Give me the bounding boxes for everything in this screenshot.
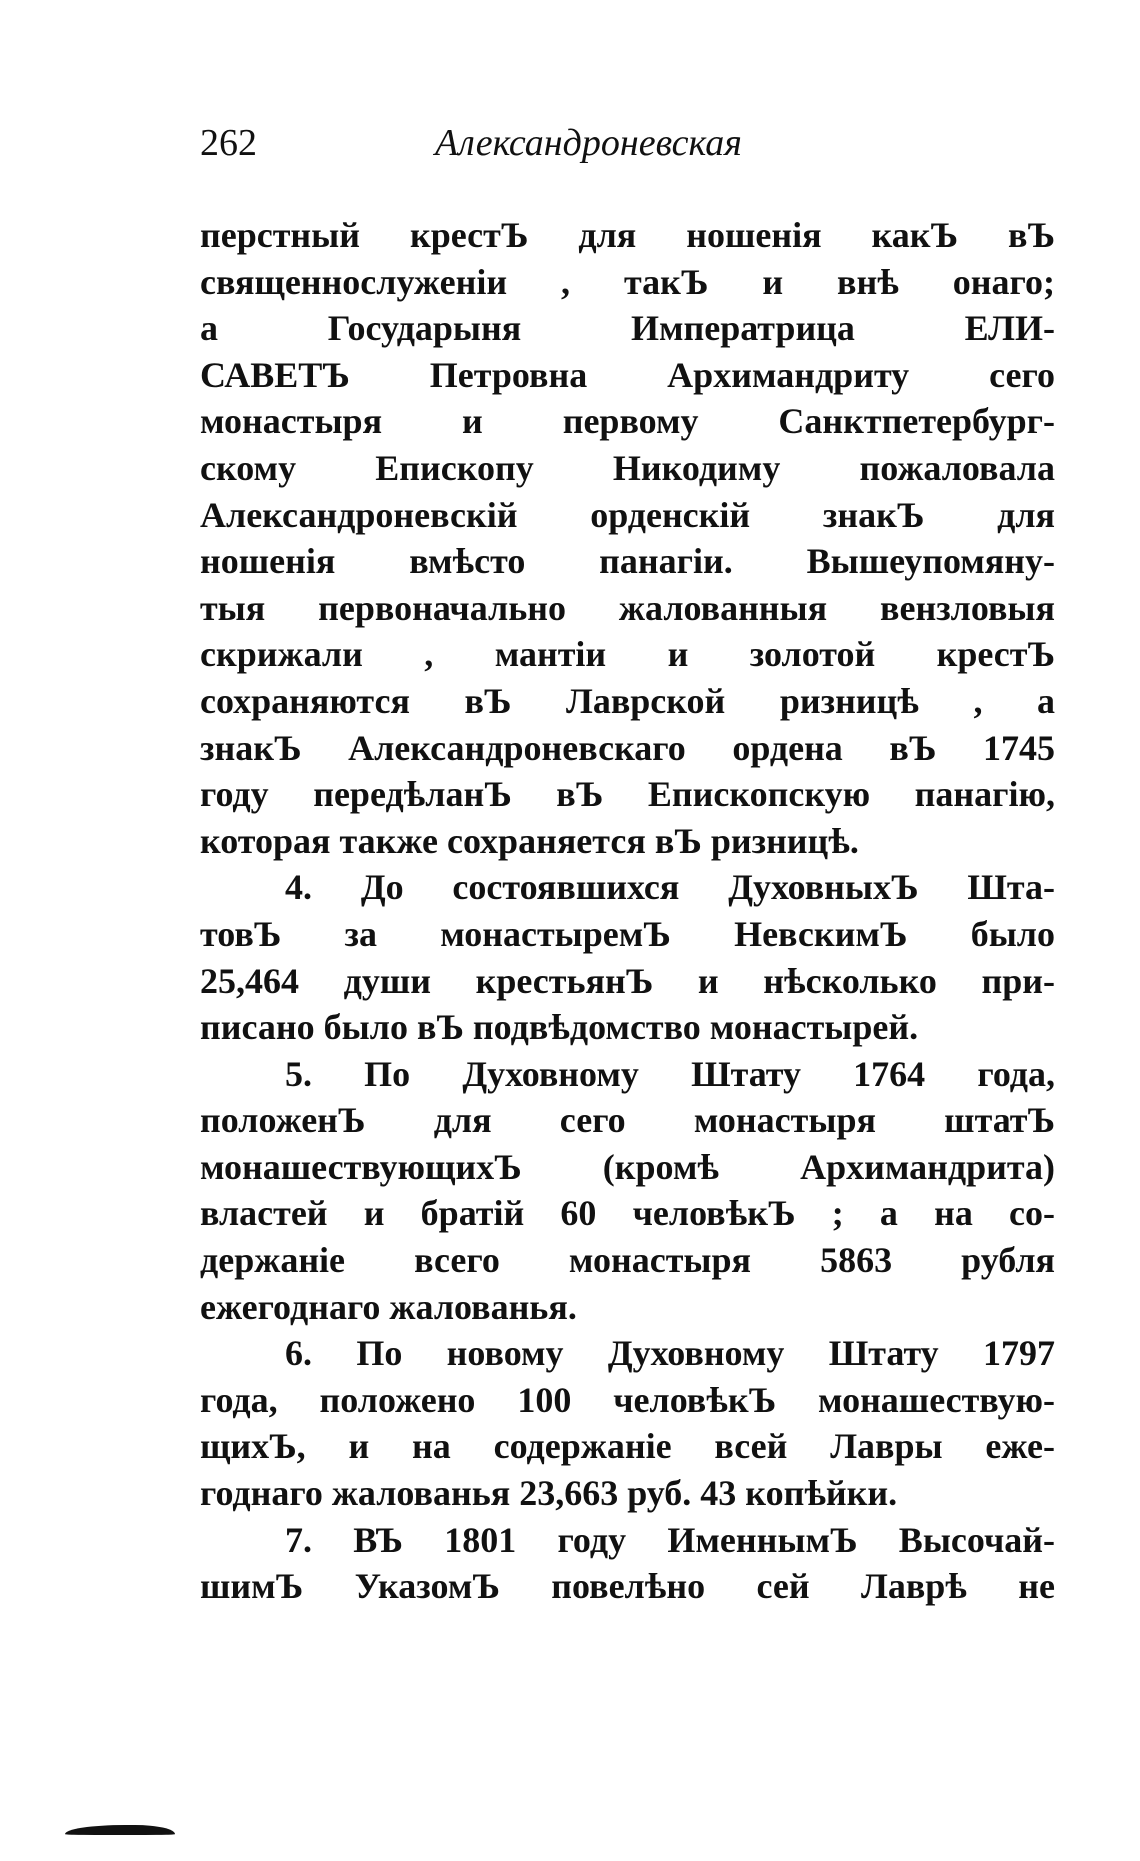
text-line: тыя первоначально жалованныя вензловыя — [200, 587, 1055, 628]
text-line: скрижали , мантіи и золотой крестЪ — [200, 634, 1055, 675]
page-number: 262 — [200, 122, 257, 164]
text-line: САВЕТЪ Петровна Архимандриту сего — [200, 354, 1055, 395]
text-line: товЪ за монастыремЪ НевскимЪ было — [200, 913, 1055, 954]
text-line: щихЪ, и на содержаніе всей Лавры еже- — [200, 1426, 1055, 1467]
ink-blot — [65, 1825, 175, 1835]
text-line: священнослуженіи , такЪ и внѣ онаго; — [200, 261, 1055, 302]
text-line: ежегоднаго жалованья. — [200, 1286, 577, 1327]
text-line: году передѣланЪ вЪ Епископскую панагію, — [200, 774, 1055, 815]
text-line: ношенія вмѣсто панагіи. Вышеупомяну- — [200, 541, 1055, 582]
text-line: шимЪ УказомЪ повелѣно сей Лаврѣ не — [200, 1566, 1055, 1607]
text-line: 4. До состоявшихся ДуховныхЪ Шта- — [285, 867, 1055, 908]
text-line: которая также сохраняется вЪ ризницѣ. — [200, 820, 859, 861]
text-line: годнаго жалованья 23,663 руб. 43 копѣйки. — [200, 1473, 898, 1514]
text-line: писано было вЪ подвѣдомство монастырей. — [200, 1007, 919, 1048]
text-line: а Государыня Императрица ЕЛИ- — [200, 308, 1055, 349]
text-line: года, положено 100 человѣкЪ монашествую- — [200, 1379, 1055, 1420]
text-line: 25,464 души крестьянЪ и нѣсколько при- — [200, 960, 1055, 1001]
text-line: скому Епископу Никодиму пожаловала — [200, 447, 1055, 488]
text-line: монастыря и первому Санктпетербург- — [200, 401, 1055, 442]
text-line: 5. По Духовному Штату 1764 года, — [285, 1053, 1055, 1094]
text-line: Александроневскій орденскій знакЪ для — [200, 494, 1055, 535]
body-text — [200, 212, 1055, 1610]
text-line: перстный крестЪ для ношенія какЪ вЪ — [200, 215, 1055, 255]
text-line: монашествующихЪ (кромѣ Архимандрита) — [200, 1146, 1055, 1187]
running-title: Александроневская — [435, 122, 742, 164]
text-line: 7. ВЪ 1801 году ИменнымЪ Высочай- — [285, 1519, 1055, 1560]
text-line: знакЪ Александроневскаго ордена вЪ 1745 — [200, 727, 1055, 768]
text-line: держаніе всего монастыря 5863 рубля — [200, 1240, 1055, 1281]
text-line: властей и братій 60 человѣкЪ ; а на со- — [200, 1193, 1055, 1234]
running-head — [200, 118, 1055, 168]
text-line: положенЪ для сего монастыря штатЪ — [200, 1100, 1055, 1141]
text-line: 6. По новому Духовному Штату 1797 — [285, 1333, 1055, 1374]
text-line: сохраняются вЪ Лаврской ризницѣ , а — [200, 680, 1055, 721]
